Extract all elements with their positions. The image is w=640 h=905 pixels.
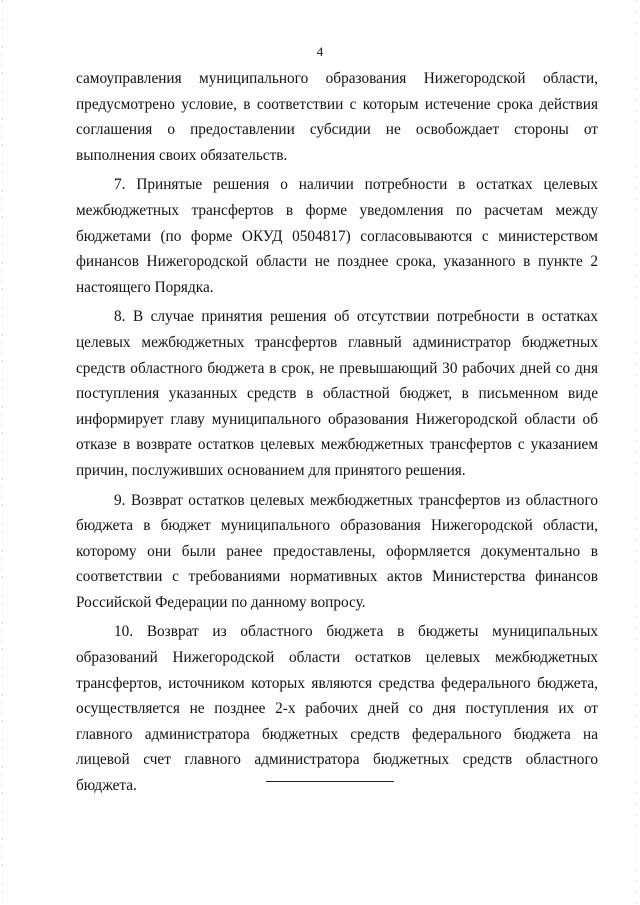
scan-edge-right bbox=[636, 0, 637, 905]
document-body bbox=[76, 66, 598, 803]
paragraph-8: 8. В случае принятия решения об отсутствии потребности в остатках целевых межбюджетных трансфертов главный администратор бюджетных средств областного бюджета в срок, не превышающий 30 рабочих дней со дня поступления указанных средств в областной бюджет, в письменном виде информирует главу муниципального образования Нижегородской области об отказе в возврате остатков целевых межбюджетных трансфертов с указанием причин, послуживших основанием для принятого решения. bbox=[76, 308, 598, 479]
paragraph-7: 7. Принятые решения о наличии потребности в остатках целевых межбюджетных трансфертов в форме уведомления по расчетам между бюджетами (по форме ОКУД 0504817) согласовываются с министерством финансов Нижегородской области не позднее срока, указанного в пункте 2 настоящего Порядка. bbox=[76, 176, 598, 296]
paragraph-10: 10. Возврат из областного бюджета в бюджеты муниципальных образований Нижегородской области остатков целевых межбюджетных трансфертов, источником которых являются средства федерального бюджета, осуществляется не позднее 2-х рабочих дней со дня поступления их от главного администратора бюджетных средств федерального бюджета на лицевой счет главного администратора бюджетных средств областного бюджета. bbox=[76, 623, 598, 795]
page-number: 4 bbox=[316, 44, 324, 59]
end-divider-line bbox=[266, 781, 394, 782]
scan-edge-left bbox=[2, 0, 3, 905]
paragraph-9: 9. Возврат остатков целевых межбюджетных трансфертов из областного бюджета в бюджет муниципального образования Нижегородской области, которому они были ранее предоставлены, оформляется документально в соответствии с требованиями нормативных актов Министерства финансов Российской Федерации по данному вопросу. bbox=[76, 491, 598, 611]
paragraph-continuation: самоуправления муниципального образования Нижегородской области, предусмотрено условие, в соответствии с которым истечение срока действия соглашения о предоставлении субсидии не освобождает стороны от выполнения своих обязательств. bbox=[76, 70, 598, 164]
